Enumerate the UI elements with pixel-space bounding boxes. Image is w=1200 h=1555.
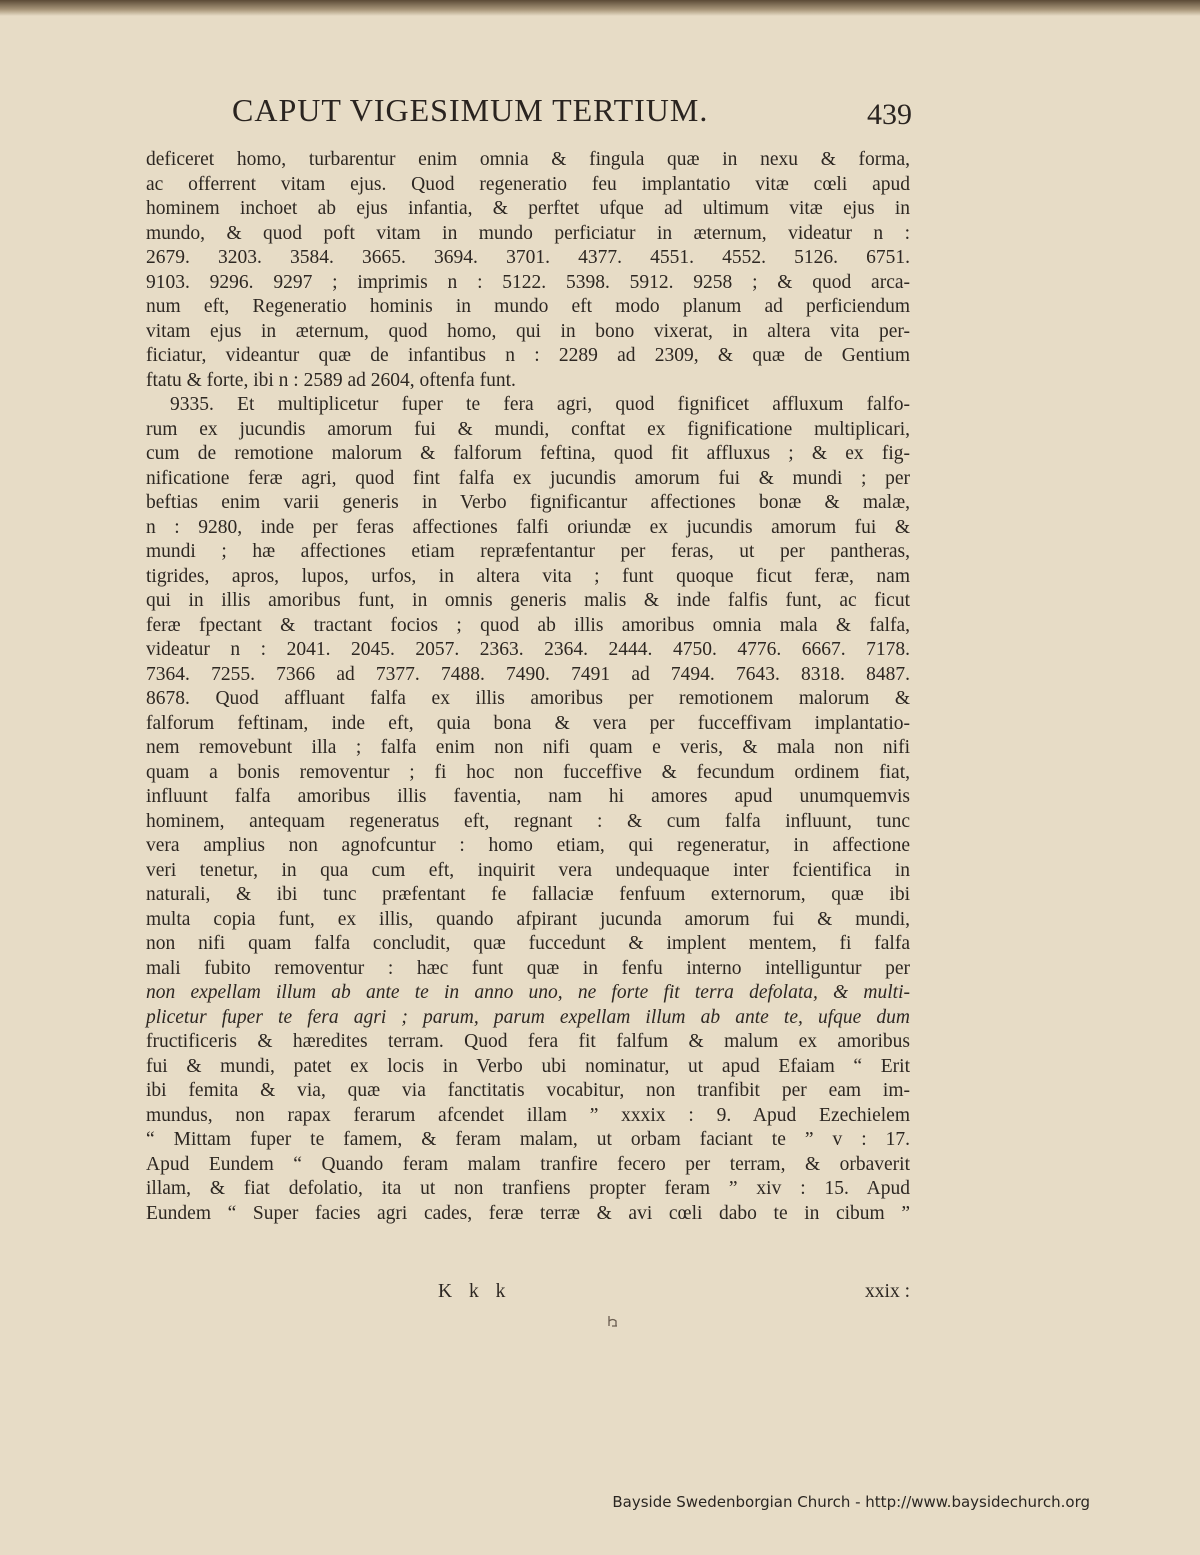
- text-line: fui & mundi, patet ex locis in Verbo ubi nominatur, ut apud Efaiam “ Erit: [146, 1055, 910, 1077]
- text-line: ficiatur, videantur quæ de infantibus n : 2289 ad 2309, & quæ de Gentium: [146, 345, 910, 366]
- text-line: ftatu & forte, ibi n : 2589 ad 2604, oftenfa funt.: [146, 369, 516, 391]
- page-top-edge: [0, 0, 1200, 16]
- text-line: mali fubito removentur : hæc funt quæ in fenfu interno intelliguntur per: [146, 957, 910, 979]
- catchword: xxix :: [865, 1281, 910, 1302]
- running-header: [232, 92, 912, 140]
- text-line: beftias enim varii generis in Verbo fignificantur affectiones bonæ & malæ,: [146, 492, 910, 513]
- text-line: falforum feftinam, inde eft, quia bona & vera per fucceffivam implantatio-: [146, 712, 910, 734]
- text-line: ac offerrent vitam ejus. Quod regeneratio feu implantatio vitæ cœli apud: [146, 173, 910, 195]
- chapter-title: CAPUT VIGESIMUM TERTIUM.: [232, 92, 709, 128]
- text-line: non nifi quam falfa concludit, quæ fuccedunt & implent mentem, fi falfa: [146, 933, 910, 954]
- text-line: vera amplius non agnofcuntur : homo etiam, qui regeneratur, in affectione: [146, 835, 910, 856]
- text-line: mundo, & quod poft vitam in mundo perficiatur in æternum, videatur n :: [146, 222, 910, 244]
- text-line: veri tenetur, in qua cum eft, inquirit vera undequaque inter fcientifica in: [146, 859, 910, 881]
- text-line: num eft, Regeneratio hominis in mundo eft modo planum ad perficiendum: [146, 296, 910, 317]
- text-line: Apud Eundem “ Quando feram malam tranfire fecero per terram, & orbaverit: [146, 1153, 910, 1175]
- text-line: 2679. 3203. 3584. 3665. 3694. 3701. 4377. 4551. 4552. 5126. 6751.: [146, 247, 910, 268]
- signature-mark: K k k: [438, 1281, 512, 1302]
- body-text: [146, 148, 910, 1226]
- text-line: nificatione feræ agri, quod fint falfa ex jucundis amorum fui & mundi ; per: [146, 467, 910, 489]
- text-line: qui in illis amoribus funt, in omnis generis malis & inde falfis funt, ac ficut: [146, 590, 910, 611]
- text-line: 8678. Quod affluant falfa ex illis amoribus per remotionem malorum &: [146, 688, 910, 709]
- italic-quote-line: non expellam illum ab ante te in anno uno, ne forte fit terra defolata, & multi-: [146, 982, 910, 1003]
- page-footer: [146, 1281, 910, 1305]
- text-line: mundus, non rapax ferarum afcendet illam ” xxxix : 9. Apud Ezechielem: [146, 1104, 910, 1126]
- text-line: naturali, & ibi tunc præfentant fe fallaciæ fenfuum externorum, quæ ibi: [146, 884, 910, 905]
- text-line: hominem inchoet ab ejus infantia, & perftet ufque ad ultimum vitæ ejus in: [146, 198, 910, 219]
- italic-quote-line: plicetur fuper te fera agri ; parum, parum expellam illum ab ante te, ufque dum: [146, 1006, 910, 1028]
- text-line: hominem, antequam regeneratus eft, regnant : & cum falfa influunt, tunc: [146, 810, 910, 832]
- text-line: influunt falfa amoribus illis faventia, nam hi amores apud unumquemvis: [146, 786, 910, 807]
- text-line: “ Mittam fuper te famem, & feram malam, ut orbam faciant te ” v : 17.: [146, 1129, 910, 1150]
- text-line: 7364. 7255. 7366 ad 7377. 7488. 7490. 7491 ad 7494. 7643. 8318. 8487.: [146, 663, 910, 685]
- text-line: nem removebunt illa ; falfa enim non nifi quam e veris, & mala non nifi: [146, 737, 910, 758]
- ink-mark-icon: [606, 1314, 620, 1328]
- text-line: tigrides, apros, lupos, urfos, in altera vita ; funt quoque ficut feræ, nam: [146, 565, 910, 587]
- text-line: cum de remotione malorum & falforum feftina, quod fit affluxus ; & ex fig-: [146, 443, 910, 464]
- text-line: fructificeris & hæredites terram. Quod fera fit falfum & malum ex amoribus: [146, 1031, 910, 1052]
- text-line: vitam ejus in æternum, quod homo, qui in bono vixerat, in altera vita per-: [146, 320, 910, 342]
- text-line: mundi ; hæ affectiones etiam repræfentantur per feras, ut per pantheras,: [146, 541, 910, 562]
- text-line: Eundem “ Super facies agri cades, feræ terræ & avi cœli dabo te in cibum ”: [146, 1202, 910, 1224]
- text-line: multa copia funt, ex illis, quando afpirant jucunda amorum fui & mundi,: [146, 908, 910, 930]
- text-line: ibi femita & via, quæ via fanctitatis vocabitur, non tranfibit per eam im-: [146, 1080, 910, 1101]
- text-line: illam, & fiat defolatio, ita ut non tranfiens propter feram ” xiv : 15. Apud: [146, 1178, 910, 1199]
- paragraph-number-line: 9335. Et multiplicetur fuper te fera agri, quod fignificet affluxum falfo-: [170, 394, 910, 415]
- text-line: 9103. 9296. 9297 ; imprimis n : 5122. 5398. 5912. 9258 ; & quod arca-: [146, 271, 910, 293]
- text-line: n : 9280, inde per feras affectiones falfi oriundæ ex jucundis amorum fui &: [146, 516, 910, 538]
- text-line: deficeret homo, turbarentur enim omnia & fingula quæ in nexu & forma,: [146, 149, 910, 170]
- page-number: 439: [867, 98, 912, 131]
- text-line: feræ fpectant & tractant focios ; quod ab illis amoribus omnia mala & falfa,: [146, 614, 910, 636]
- text-line: quam a bonis removentur ; fi hoc non fucceffive & fecundum ordinem fiat,: [146, 761, 910, 783]
- credit-watermark: Bayside Swedenborgian Church - http://www.baysidechurch.org: [612, 1493, 1090, 1511]
- text-line: rum ex jucundis amorum fui & mundi, conftat ex fignificatione multiplicari,: [146, 418, 910, 440]
- text-line: videatur n : 2041. 2045. 2057. 2363. 2364. 2444. 4750. 4776. 6667. 7178.: [146, 639, 910, 660]
